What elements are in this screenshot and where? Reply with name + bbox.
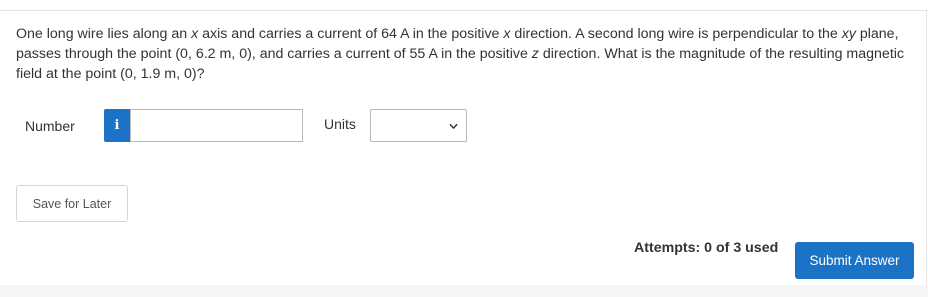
info-icon-glyph: i	[114, 118, 120, 133]
units-select[interactable]	[370, 109, 467, 142]
question-variable: x	[191, 26, 199, 42]
previous-content-sliver	[0, 0, 928, 10]
question-text-segment: plane, passes through the point (0, 6.2 m, 0), and carries a current of 55 A in the positive	[16, 26, 899, 62]
number-label: Number	[25, 118, 75, 134]
page-footer-band	[0, 285, 928, 297]
question-text	[16, 24, 916, 84]
question-variable: xy	[841, 26, 856, 42]
units-label: Units	[324, 116, 356, 132]
chevron-down-icon	[449, 122, 458, 131]
question-card	[0, 11, 927, 285]
question-text-segment: direction. A second long wire is perpendicular to the	[510, 26, 842, 42]
submit-answer-button[interactable]: Submit Answer	[795, 242, 914, 279]
save-for-later-button[interactable]: Save for Later	[16, 185, 128, 222]
question-text-segment: axis and carries a current of 64 A in the positive	[198, 26, 504, 42]
attempts-counter: Attempts: 0 of 3 used	[634, 240, 779, 256]
question-text-segment: One long wire lies along an	[16, 26, 192, 42]
question-variable: z	[531, 46, 539, 62]
question-variable: x	[503, 26, 511, 42]
number-input[interactable]	[130, 109, 303, 142]
question-text-segment: direction. What is the magnitude of the resulting magnetic field at the point (0, 1.9 m, 0)?	[16, 46, 905, 82]
info-icon[interactable]	[104, 109, 130, 142]
